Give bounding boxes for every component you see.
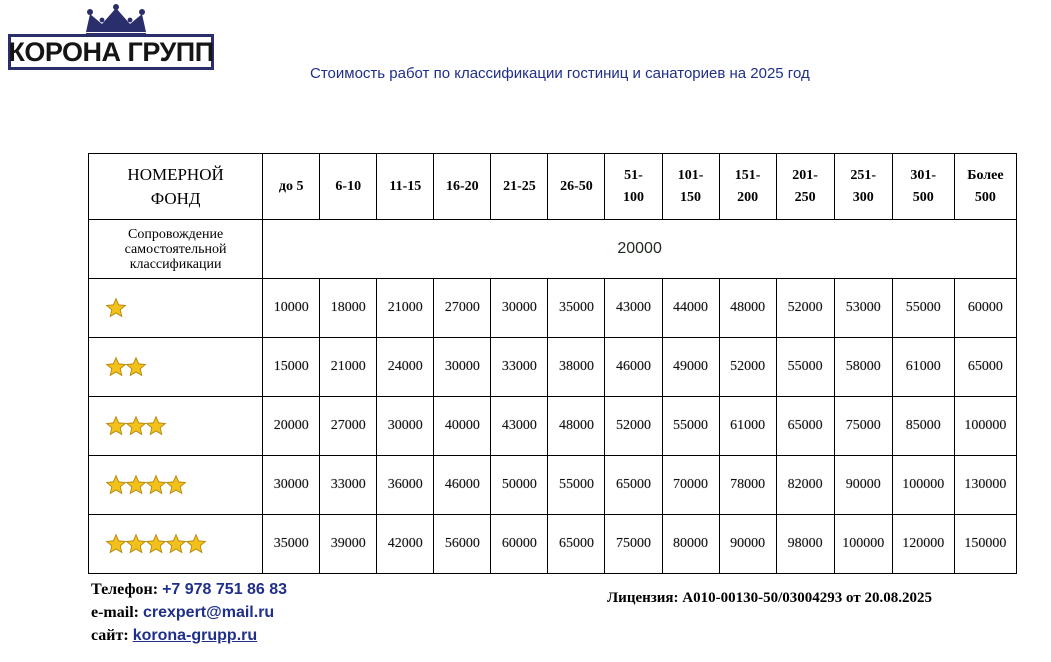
column-header — [834, 154, 892, 220]
column-header-line: 250 — [794, 189, 816, 205]
star-icon — [165, 474, 187, 496]
price-cell: 65000 — [548, 515, 605, 574]
price-cell: 58000 — [834, 338, 892, 397]
site-line — [91, 624, 287, 647]
price-cell: 24000 — [377, 338, 434, 397]
column-header-line: 100 — [622, 189, 644, 205]
fund-header — [89, 154, 263, 220]
star-rating — [89, 279, 263, 338]
logo-text: КОРОНА ГРУПП — [8, 36, 214, 67]
escort-row — [89, 220, 1017, 279]
price-cell: 82000 — [776, 456, 834, 515]
column-header-line: 201- — [792, 167, 818, 183]
site-link[interactable]: korona-grupp.ru — [132, 627, 258, 644]
column-header-line: 500 — [912, 189, 934, 205]
column-header — [776, 154, 834, 220]
price-cell: 65000 — [954, 338, 1016, 397]
column-header-line: до 5 — [278, 178, 304, 194]
column-header-line: 500 — [974, 189, 996, 205]
column-header — [263, 154, 320, 220]
price-cell: 36000 — [377, 456, 434, 515]
escort-label — [89, 220, 263, 279]
price-cell: 56000 — [434, 515, 491, 574]
price-cell: 85000 — [892, 397, 954, 456]
price-cell: 65000 — [776, 397, 834, 456]
column-header — [434, 154, 491, 220]
price-cell: 75000 — [605, 515, 662, 574]
price-cell: 70000 — [662, 456, 719, 515]
rating-row — [89, 397, 1017, 456]
price-cell: 35000 — [548, 279, 605, 338]
column-header-line: 151- — [734, 167, 761, 183]
star-rating — [89, 515, 263, 574]
price-cell: 150000 — [954, 515, 1016, 574]
price-cell: 78000 — [719, 456, 776, 515]
price-cell: 98000 — [776, 515, 834, 574]
column-header-line: Более — [967, 167, 1004, 183]
price-cell: 65000 — [605, 456, 662, 515]
price-cell: 55000 — [548, 456, 605, 515]
price-cell: 46000 — [605, 338, 662, 397]
column-header-line: 150 — [680, 189, 702, 205]
price-cell: 18000 — [320, 279, 377, 338]
price-cell: 52000 — [776, 279, 834, 338]
star-icon — [145, 533, 167, 555]
column-header-line: 11-15 — [389, 178, 422, 194]
column-header — [662, 154, 719, 220]
star-icon — [105, 533, 127, 555]
price-cell: 50000 — [491, 456, 548, 515]
column-header — [320, 154, 377, 220]
price-cell: 55000 — [892, 279, 954, 338]
star-rating — [89, 456, 263, 515]
star-icon — [105, 474, 127, 496]
price-cell: 46000 — [434, 456, 491, 515]
price-cell: 61000 — [719, 397, 776, 456]
price-cell: 43000 — [605, 279, 662, 338]
price-cell: 15000 — [263, 338, 320, 397]
price-cell: 44000 — [662, 279, 719, 338]
price-cell: 61000 — [892, 338, 954, 397]
star-icon — [145, 474, 167, 496]
price-cell: 40000 — [434, 397, 491, 456]
rating-row — [89, 338, 1017, 397]
column-header-line: 300 — [852, 189, 874, 205]
star-rating — [89, 338, 263, 397]
price-cell: 55000 — [776, 338, 834, 397]
price-cell: 30000 — [434, 338, 491, 397]
price-cell: 33000 — [491, 338, 548, 397]
star-icon — [125, 474, 147, 496]
rating-row — [89, 279, 1017, 338]
company-logo — [8, 4, 220, 74]
escort-value: 20000 — [263, 220, 1017, 279]
column-header-line: 21-25 — [503, 178, 536, 194]
price-cell: 52000 — [605, 397, 662, 456]
star-icon — [125, 415, 147, 437]
rating-row — [89, 456, 1017, 515]
price-cell: 120000 — [892, 515, 954, 574]
column-header — [954, 154, 1016, 220]
column-header-line: 6-10 — [335, 178, 362, 194]
site-label: сайт: — [91, 627, 129, 644]
escort-label-line: классификации — [129, 256, 222, 272]
column-header-line: 16-20 — [446, 178, 479, 194]
document-title: Стоимость работ по классификации гостиниц и санаториев на 2025 год — [310, 65, 810, 82]
price-cell: 48000 — [719, 279, 776, 338]
column-header — [377, 154, 434, 220]
fund-header-line: ФОНД — [150, 188, 201, 208]
email-link[interactable]: crexpert@mail.ru — [142, 604, 275, 621]
column-header — [719, 154, 776, 220]
price-cell: 39000 — [320, 515, 377, 574]
star-icon — [165, 533, 187, 555]
price-cell: 55000 — [662, 397, 719, 456]
price-cell: 30000 — [377, 397, 434, 456]
star-icon — [105, 297, 127, 319]
price-cell: 48000 — [548, 397, 605, 456]
price-cell: 60000 — [491, 515, 548, 574]
crown-icon — [80, 4, 152, 38]
column-header-line: 26-50 — [560, 178, 593, 194]
price-cell: 35000 — [263, 515, 320, 574]
column-header — [605, 154, 662, 220]
star-icon — [105, 356, 127, 378]
contacts — [91, 578, 287, 647]
fund-header-line: НОМЕРНОЙ — [127, 164, 224, 184]
price-cell: 21000 — [320, 338, 377, 397]
column-header — [892, 154, 954, 220]
price-cell: 90000 — [834, 456, 892, 515]
price-cell: 80000 — [662, 515, 719, 574]
price-cell: 52000 — [719, 338, 776, 397]
price-cell: 100000 — [892, 456, 954, 515]
column-header — [548, 154, 605, 220]
price-cell: 21000 — [377, 279, 434, 338]
column-header-line: 51- — [624, 167, 643, 183]
phone-number[interactable]: +7 978 751 86 83 — [162, 581, 288, 598]
phone-label: Телефон: — [91, 581, 159, 598]
column-header — [491, 154, 548, 220]
email-line — [91, 601, 287, 624]
star-rating — [89, 397, 263, 456]
column-header-line: 200 — [737, 189, 759, 205]
price-cell: 42000 — [377, 515, 434, 574]
price-cell: 38000 — [548, 338, 605, 397]
price-cell: 30000 — [263, 456, 320, 515]
price-cell: 53000 — [834, 279, 892, 338]
price-cell: 43000 — [491, 397, 548, 456]
star-icon — [145, 415, 167, 437]
column-header-line: 251- — [850, 167, 877, 183]
price-cell: 100000 — [954, 397, 1016, 456]
price-cell: 20000 — [263, 397, 320, 456]
column-header-line: 301- — [910, 167, 937, 183]
logo-frame — [8, 34, 214, 70]
escort-label-line: Сопровождение — [127, 226, 224, 242]
price-cell: 75000 — [834, 397, 892, 456]
price-cell: 33000 — [320, 456, 377, 515]
price-cell: 130000 — [954, 456, 1016, 515]
escort-label-line: самостоятельной — [124, 241, 227, 257]
phone-line — [91, 578, 287, 601]
price-cell: 30000 — [491, 279, 548, 338]
price-cell: 27000 — [434, 279, 491, 338]
price-cell: 100000 — [834, 515, 892, 574]
star-icon — [105, 415, 127, 437]
star-icon — [125, 356, 147, 378]
price-cell: 90000 — [719, 515, 776, 574]
price-cell: 27000 — [320, 397, 377, 456]
price-cell: 10000 — [263, 279, 320, 338]
column-header-line: 101- — [677, 167, 704, 183]
email-label: e-mail: — [91, 604, 139, 621]
price-table — [88, 153, 1017, 574]
header-row — [89, 154, 1017, 220]
price-cell: 49000 — [662, 338, 719, 397]
star-icon — [185, 533, 207, 555]
price-cell: 60000 — [954, 279, 1016, 338]
license-text: Лицензия: А010-00130-50/03004293 от 20.08.2025 — [607, 590, 932, 606]
star-icon — [125, 533, 147, 555]
rating-row — [89, 515, 1017, 574]
